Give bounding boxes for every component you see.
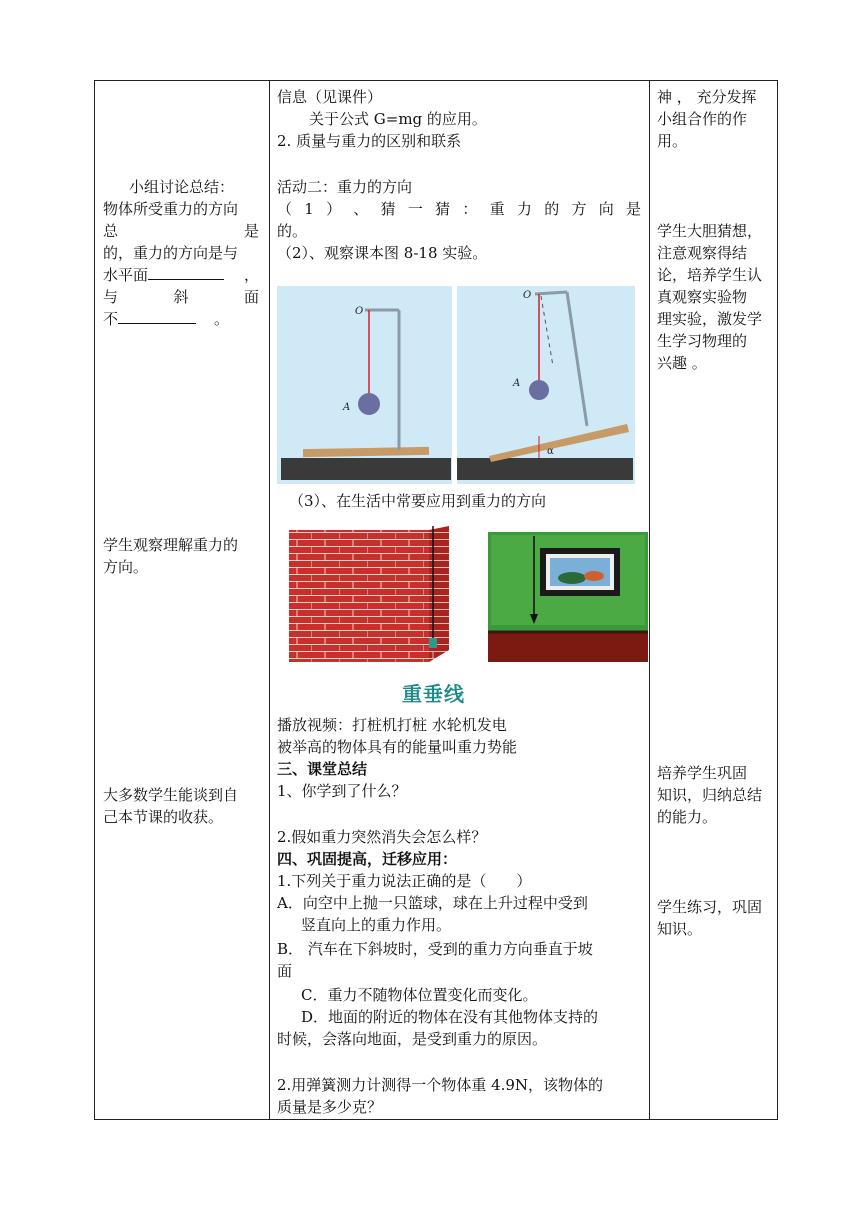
option-a: A．向空中上抛一只篮球，球在上升过程中受到 [277, 894, 588, 912]
guess-char: 方 [571, 200, 587, 218]
label-A: A [343, 402, 351, 413]
exercise-2: 2.用弹簧测力计测得一个物体重 4.9N，该物体的 [277, 1076, 604, 1094]
guess-char: ） [326, 200, 342, 218]
apply-text: （3）、在生活中常要应用到重力的方向 [289, 492, 547, 510]
experiment-figure [277, 286, 635, 484]
goal-text: 用。 [657, 132, 688, 150]
goal-text: 知识。 [657, 920, 703, 938]
goal-text: 神 ， 充分发挥 [657, 88, 757, 106]
guess-char: 重 [489, 200, 505, 218]
question-2: 2.假如重力突然消失会怎么样？ [277, 828, 487, 846]
summary-line: 总 是 [103, 222, 259, 240]
guess-char: ： [462, 200, 478, 218]
guess-question [277, 198, 641, 220]
blank-perpendicular[interactable] [118, 308, 196, 324]
guess-char: 猜 [380, 200, 396, 218]
label-O: O [523, 290, 532, 301]
goal-text: 小组合作的作 [657, 110, 748, 128]
brick-wall-figure [283, 526, 451, 662]
goal-text: 的能力。 [657, 808, 718, 826]
goal-text: 注意观察得结 [657, 244, 748, 262]
section-practice-heading: 四、巩固提高，迁移应用： [277, 850, 458, 868]
goal-text: 论，培养学生认 [657, 266, 763, 284]
option-b: B． 汽车在下斜坡时，受到的重力方向垂直于坡 [277, 940, 593, 958]
label-A: A [513, 378, 521, 389]
summary-line: 物体所受重力的方向 [103, 200, 239, 218]
option-d: D．地面的附近的物体在没有其他物体支持的 [301, 1008, 599, 1026]
picture-frame-figure [488, 532, 648, 662]
observe-instruction: （2）、观察课本图 8-18 实验。 [277, 244, 488, 262]
option-c: C．重力不随物体位置变化而变化。 [301, 986, 538, 1004]
plumb-line-caption: 重垂线 [402, 682, 465, 706]
exercise-2-cont: 质量是多少克？ [277, 1098, 383, 1116]
goal-text: 学生练习，巩固 [657, 898, 763, 916]
guess-char: 的 [544, 200, 560, 218]
label-alpha: α [547, 446, 554, 457]
guess-char: 力 [516, 200, 532, 218]
guess-char: 是 [625, 200, 641, 218]
formula-text: 关于公式 G=mg 的应用。 [309, 110, 487, 128]
guess-char: （ [277, 200, 293, 218]
label-O: O [355, 306, 364, 317]
guess-char: 一 [407, 200, 423, 218]
harvest-text: 己本节课的收获。 [103, 808, 224, 826]
guess-char: 向 [598, 200, 614, 218]
column-divider-2 [649, 81, 650, 1119]
summary-line: 的，重力的方向是与 [103, 244, 239, 262]
option-d-cont: 时候，会落向地面，是受到重力的原因。 [277, 1030, 548, 1048]
video-text: 播放视频：打桩机打桩 水轮机发电 [277, 716, 507, 734]
column-divider-1 [269, 81, 270, 1119]
harvest-text: 大多数学生能谈到自 [103, 786, 239, 804]
mass-weight-text: 2. 质量与重力的区别和联系 [277, 132, 462, 150]
guess-char: 猜 [435, 200, 451, 218]
observe-text: 方向。 [103, 558, 149, 576]
summary-line: 不 。 [103, 310, 230, 328]
info-text: 信息（见课件） [277, 88, 383, 106]
section-summary-heading: 三、课堂总结 [277, 760, 368, 778]
exercise-1: 1.下列关于重力说法正确的是（ ） [277, 872, 532, 890]
guess-char: 、 [353, 200, 369, 218]
goal-text: 理实验，激发学 [657, 310, 763, 328]
blank-horizontal[interactable] [148, 264, 224, 280]
goal-text: 学生大胆猜想， [657, 222, 763, 240]
activity-heading: 活动二：重力的方向 [277, 178, 413, 196]
summary-line: 水平面 ， [103, 266, 259, 284]
option-b-cont: 面 [277, 962, 293, 980]
goal-text: 兴趣 。 [657, 354, 707, 372]
guess-question-end: 的。 [277, 222, 308, 240]
guess-char: 1 [304, 200, 314, 218]
energy-text: 被举高的物体具有的能量叫重力势能 [277, 738, 518, 756]
question-1: 1、你学到了什么？ [277, 782, 407, 800]
option-a-cont: 竖直向上的重力作用。 [301, 916, 452, 934]
summary-line: 与 斜 面 [103, 288, 259, 306]
observe-text: 学生观察理解重力的 [103, 536, 239, 554]
summary-title: 小组讨论总结： [129, 178, 235, 196]
goal-text: 生学习物理的 [657, 332, 748, 350]
goal-text: 培养学生巩固 [657, 764, 748, 782]
goal-text: 知识，归纳总结 [657, 786, 763, 804]
goal-text: 真观察实验物 [657, 288, 748, 306]
